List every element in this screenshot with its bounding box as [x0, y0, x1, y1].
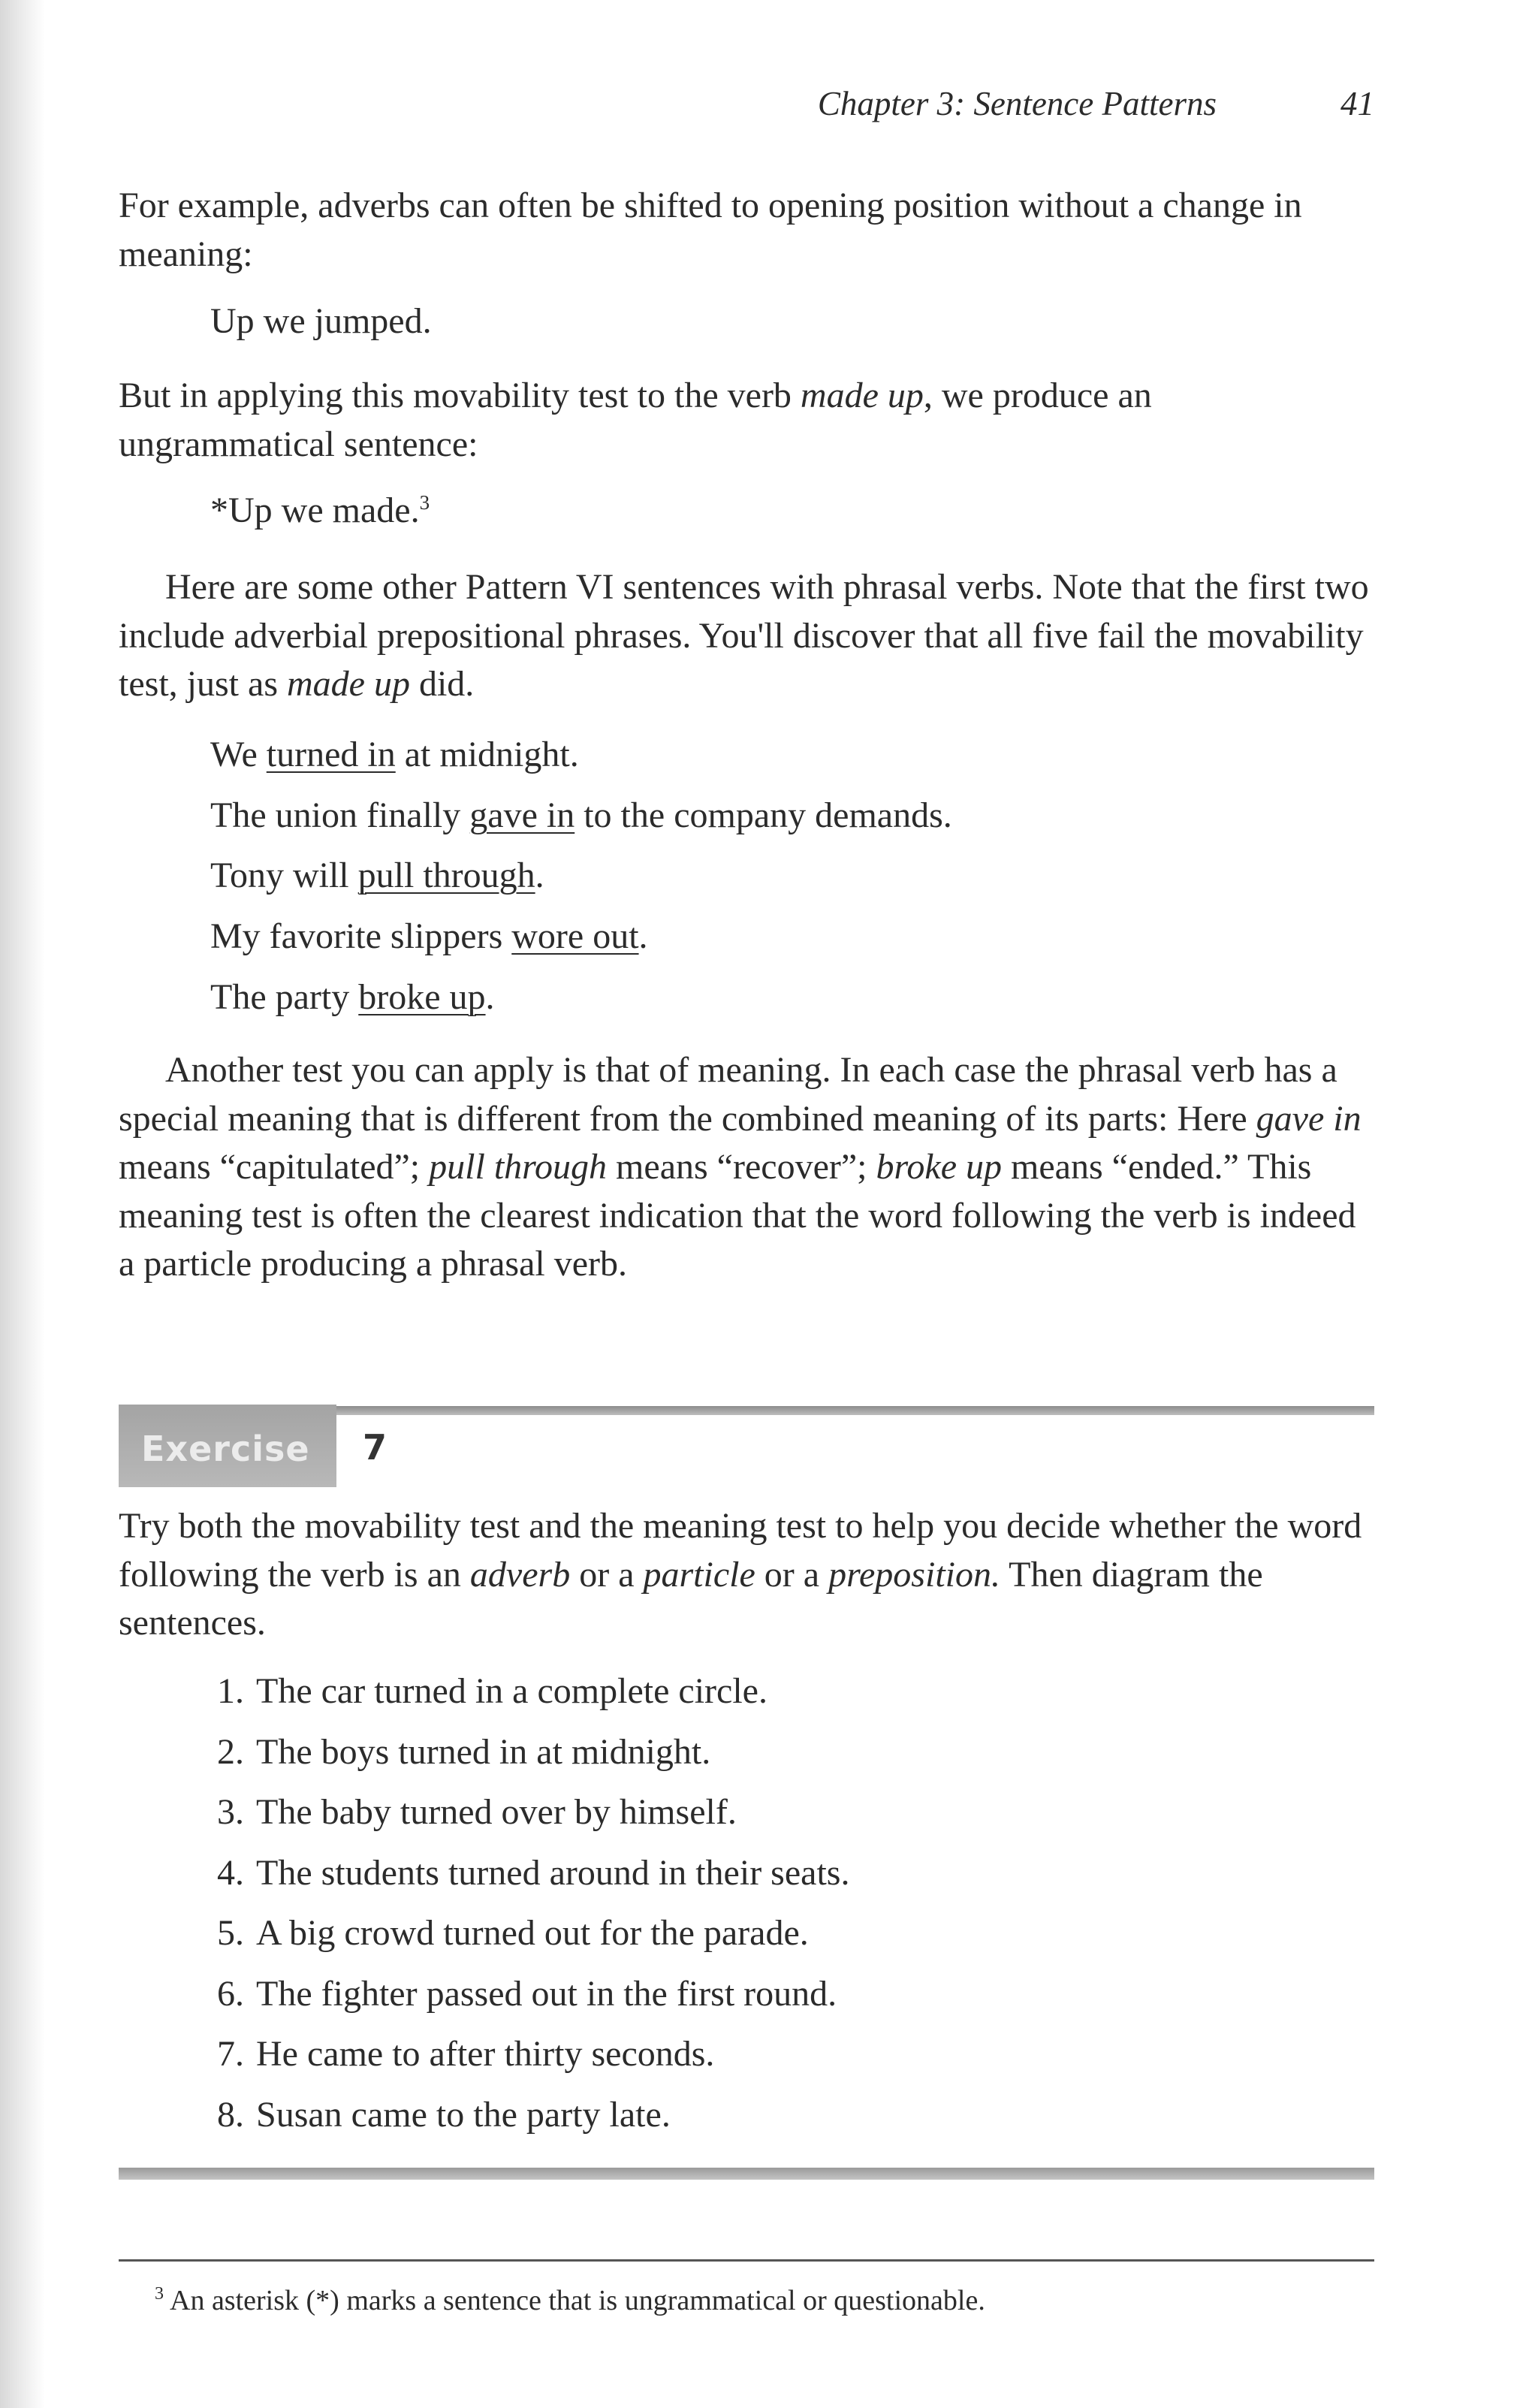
- item-text: Susan came to the party late.: [256, 2094, 671, 2135]
- italic-term: made up: [287, 664, 410, 704]
- exercise-item: [188, 1911, 849, 1972]
- paragraph-text: But in applying this movability test to the verb: [119, 376, 801, 415]
- phrasal-verb: broke up: [358, 977, 486, 1017]
- item-number: 1.: [217, 1671, 244, 1711]
- item-text: He came to after thirty seconds.: [256, 2034, 715, 2074]
- example-text: to the company demands.: [574, 795, 952, 835]
- example-text: .: [485, 977, 495, 1017]
- page-number: 41: [1340, 85, 1374, 122]
- paragraph-meaning-test: [119, 1046, 1374, 1289]
- item-number: 2.: [217, 1731, 244, 1772]
- instruction-text: or a: [570, 1554, 644, 1595]
- example-text: We: [210, 735, 267, 774]
- paragraph-text: Here are some other Pattern VI sentences with phrasal verbs. Note that the first two include adverbial prepositional phrases. You'll discover that all five fail the movability test, just as: [119, 567, 1369, 704]
- phrasal-example: [210, 914, 648, 959]
- exercise-bottom-rule: [119, 2168, 1374, 2180]
- item-text: A big crowd turned out for the parade.: [256, 1913, 809, 1953]
- italic-term: made up: [800, 376, 924, 415]
- exercise-item: [188, 1790, 849, 1851]
- exercise-label: Exercise: [141, 1429, 310, 1469]
- italic-term: preposition.: [828, 1554, 1000, 1595]
- exercise-label-box: [119, 1405, 336, 1487]
- item-number: 8.: [217, 2094, 244, 2135]
- item-text: The car turned in a complete circle.: [256, 1671, 767, 1711]
- example-text: Up we jumped.: [210, 301, 432, 341]
- italic-term: broke up: [876, 1147, 1003, 1187]
- exercise-item: [188, 1972, 849, 2032]
- paragraph-text: means “capitulated”;: [119, 1147, 430, 1187]
- exercise-item: [188, 1851, 849, 1912]
- paragraph-text: means “ended.” This meaning test is often the clearest indication that the word following the verb is indeed a particle producing a phrasal verb.: [119, 1147, 1356, 1284]
- italic-term: pull through: [429, 1147, 608, 1187]
- italic-term: adverb: [469, 1554, 571, 1595]
- italic-term: particle: [643, 1554, 755, 1595]
- exercise-number: 7: [363, 1427, 388, 1468]
- instruction-text: Try both the movability test and the meaning test to help you decide whether the word following the verb is an: [119, 1506, 1362, 1595]
- page-header: [119, 84, 1374, 137]
- item-number: 7.: [217, 2034, 244, 2074]
- example-up-we-jumped: [210, 299, 432, 344]
- exercise-instructions: [119, 1502, 1374, 1648]
- phrasal-example: [210, 793, 952, 838]
- paragraph-text: did.: [409, 664, 475, 704]
- example-text: The union finally: [210, 795, 470, 835]
- item-number: 3.: [217, 1792, 244, 1832]
- phrasal-verb: wore out: [511, 916, 639, 956]
- exercise-header: [119, 1405, 1374, 1487]
- exercise-item: [188, 2093, 849, 2153]
- phrasal-verb: turned in: [266, 735, 396, 774]
- footnote-text: An asterisk (*) marks a sentence that is ungrammatical or questionable.: [170, 2285, 985, 2316]
- paragraph-pattern-vi: [119, 563, 1374, 709]
- item-text: The baby turned over by himself.: [256, 1792, 737, 1832]
- footnote-reference: 3: [419, 491, 430, 514]
- example-text: Tony will: [210, 855, 358, 895]
- example-text: .: [535, 855, 544, 895]
- example-text: The party: [210, 977, 359, 1017]
- example-text: .: [638, 916, 648, 956]
- paragraph-movability-test: [119, 372, 1374, 469]
- footnote-marker: 3: [155, 2284, 164, 2304]
- item-text: The students turned around in their seats.: [256, 1852, 850, 1893]
- item-text: The fighter passed out in the first round.: [256, 1973, 837, 2014]
- instruction-text: or a: [755, 1554, 829, 1595]
- instruction-text: Then diagram the sentences.: [119, 1554, 1263, 1643]
- phrasal-example: [210, 853, 544, 898]
- phrasal-verb: gave in: [469, 795, 575, 835]
- paragraph-text: , we produce an ungrammatical sentence:: [119, 376, 1152, 464]
- exercise-item: [188, 1730, 849, 1791]
- item-number: 5.: [217, 1913, 244, 1953]
- phrasal-verb: pull through: [357, 855, 535, 895]
- paragraph-text: means “recover”;: [607, 1147, 876, 1187]
- example-up-we-made: [210, 488, 430, 533]
- phrasal-example: [210, 732, 579, 777]
- item-number: 4.: [217, 1852, 244, 1893]
- running-head: Chapter 3: Sentence Patterns: [817, 85, 1217, 122]
- item-number: 6.: [217, 1973, 244, 2014]
- footnote-divider: [119, 2259, 1374, 2262]
- page-gutter-shadow: [0, 0, 45, 2408]
- exercise-item: [188, 1669, 849, 1730]
- italic-term: gave in: [1256, 1098, 1362, 1139]
- footnote: [155, 2282, 985, 2319]
- exercise-top-rule: [336, 1406, 1374, 1415]
- item-text: The boys turned in at midnight.: [256, 1731, 711, 1772]
- example-text: *Up we made.: [210, 490, 420, 530]
- example-text: My favorite slippers: [210, 916, 512, 956]
- paragraph-text: For example, adverbs can often be shifted to opening position without a change in meaning:: [119, 186, 1302, 274]
- exercise-item: [188, 2032, 849, 2093]
- paragraph-text: Another test you can apply is that of meaning. In each case the phrasal verb has a special meaning that is different from the combined meaning of its parts: Here: [119, 1050, 1337, 1139]
- exercise-list: [188, 1669, 849, 2153]
- paragraph-adverbs-shift: [119, 182, 1374, 279]
- example-text: at midnight.: [395, 735, 579, 774]
- phrasal-example: [210, 975, 495, 1020]
